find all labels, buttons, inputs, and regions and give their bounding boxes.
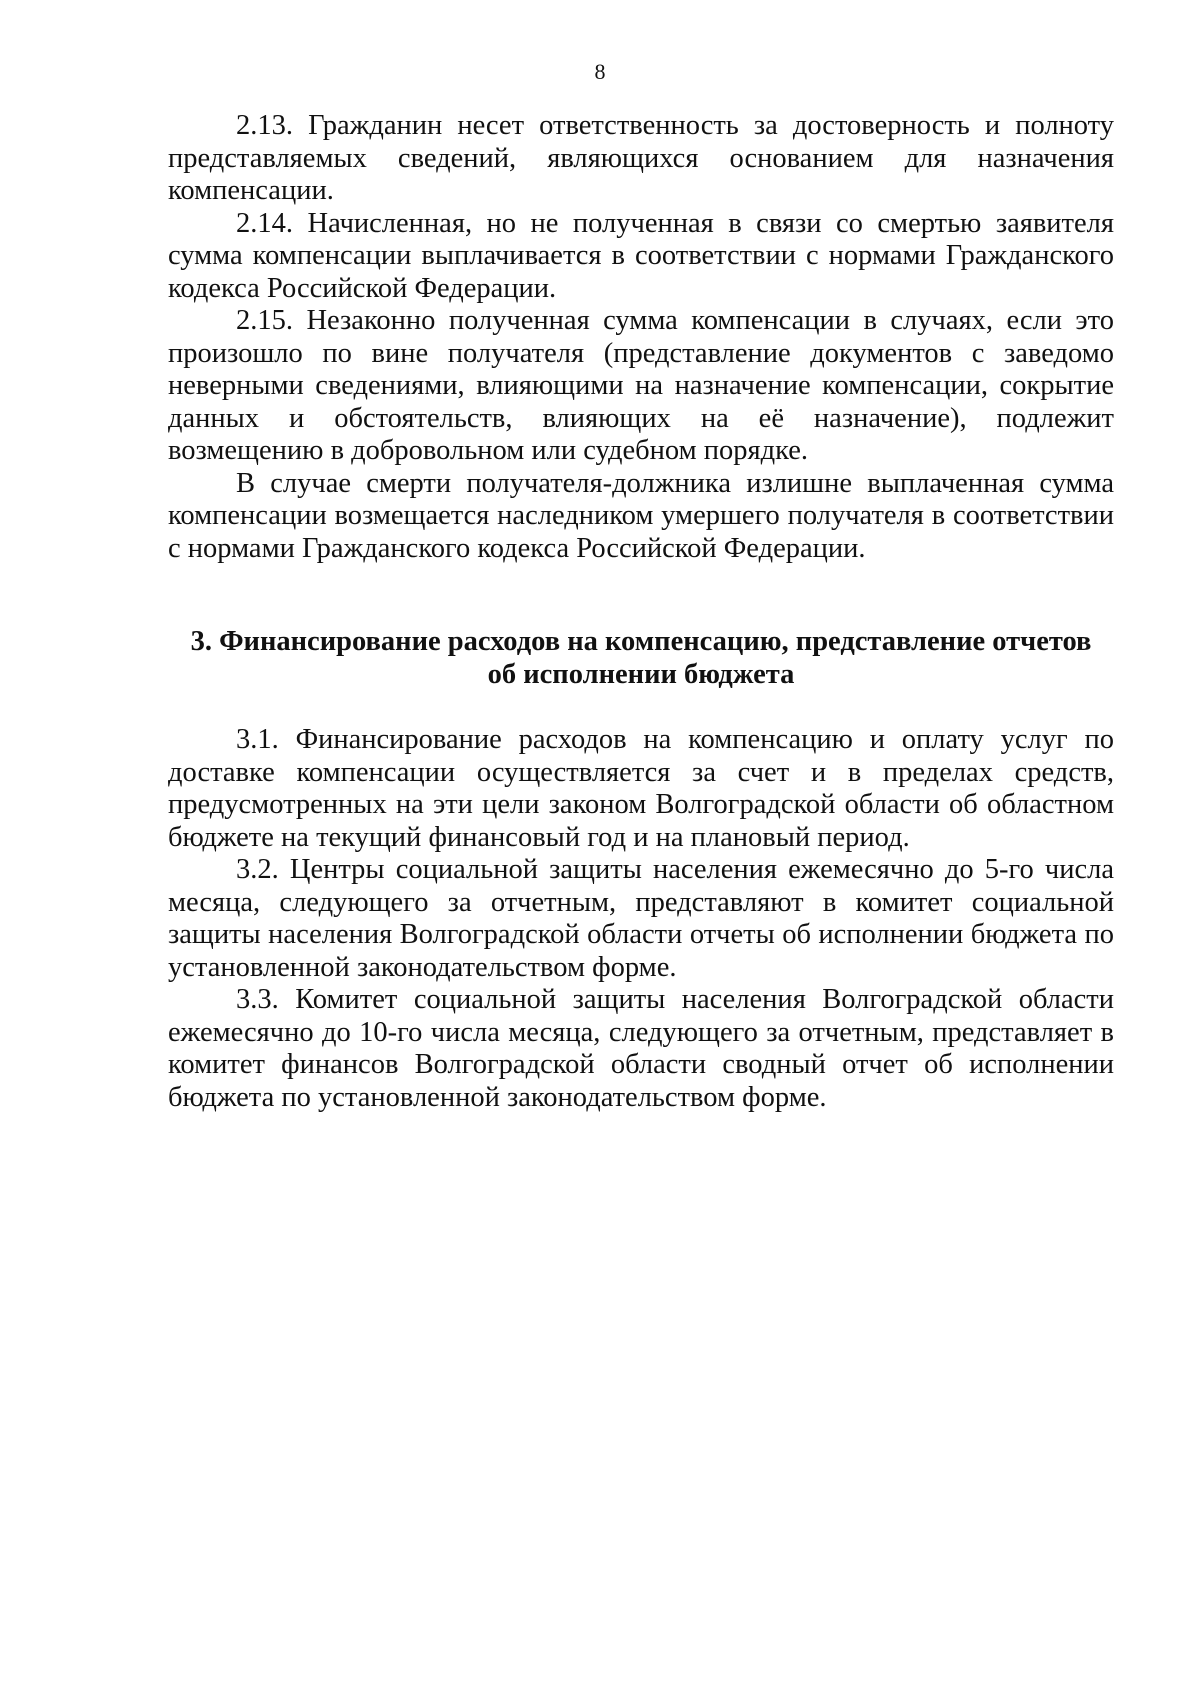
page-number: 8 (594, 59, 606, 84)
paragraph-3-1: 3.1. Финансирование расходов на компенсацию и оплату услуг по доставке компенсации осуществляется за счет и в пределах средств, предусмотренных на эти цели законом Волгоградской области об областном бюджете на текущий финансовый год и на плановый период. (168, 724, 1114, 853)
paragraph-2-13: 2.13. Гражданин несет ответственность за достоверность и полноту представляемых сведений, являющихся основанием для назначения компенсации. (168, 110, 1114, 206)
paragraph-2-15: 2.15. Незаконно полученная сумма компенсации в случаях, если это произошло по вине получателя (представление документов с заведомо неверными сведениями, влияющими на назначение компенсации, сокрытие данных и обстоятельств, влияющих на её назначение), подлежит возмещению в добровольном или судебном порядке. (168, 305, 1114, 466)
paragraph-2-14: 2.14. Начисленная, но не полученная в связи со смертью заявителя сумма компенсации выплачивается в соответствии с нормами Гражданского кодекса Российской Федерации. (168, 207, 1114, 304)
section-3-heading (168, 565, 1114, 724)
section-3-heading-line-1: 3. Финансирование расходов на компенсацию, представление отчетов (190, 626, 1092, 657)
document-body (168, 110, 1114, 1114)
paragraph-3-2: 3.2. Центры социальной защиты населения ежемесячно до 5-го числа месяца, следующего за отчетным, представляют в комитет социальной защиты населения Волгоградской области отчеты об исполнении бюджета по установленной законодательством форме. (168, 854, 1114, 983)
paragraph-2-15-continuation: В случае смерти получателя-должника излишне выплаченная сумма компенсации возмещается наследником умершего получателя в соответствии с нормами Гражданского кодекса Российской Федерации. (168, 467, 1114, 564)
section-3-heading-line-2: об исполнении бюджета (487, 658, 795, 690)
paragraph-3-3: 3.3. Комитет социальной защиты населения Волгоградской области ежемесячно до 10-го числа месяца, следующего за отчетным, представляет в комитет финансов Волгоградской области сводный отчет об исполнении бюджета по установленной законодательством форме. (168, 984, 1114, 1113)
